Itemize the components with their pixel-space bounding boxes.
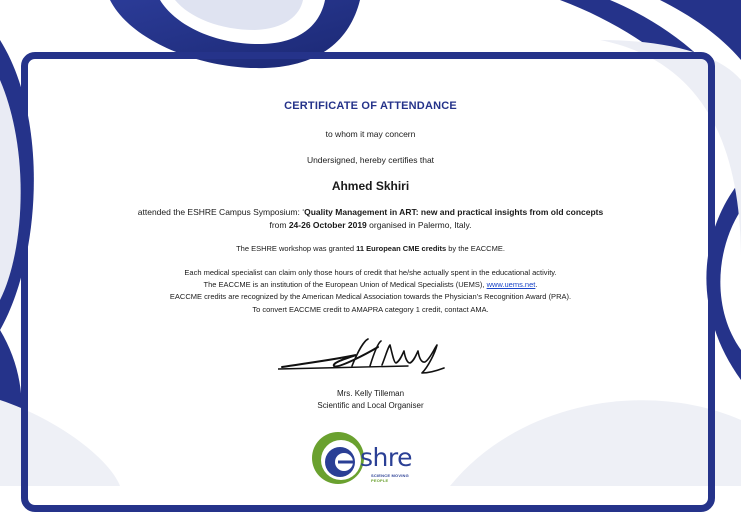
- recipient-name: Ahmed Skhiri: [331, 179, 410, 193]
- credits-suffix: by the EACCME.: [446, 244, 505, 253]
- eshre-wordmark: shre: [360, 443, 412, 472]
- event-dates: 24-26 October 2019: [288, 220, 367, 230]
- info-line-1: Each medical specialist can claim only those hours of credit that he/she actually spent in the educational activity.: [184, 268, 557, 277]
- signer-role: Scientific and Local Organiser: [317, 401, 424, 410]
- certificate-content: [60, 0, 681, 486]
- eshre-logo-mark: [308, 426, 368, 486]
- dates-suffix: organised in Palermo, Italy.: [366, 220, 472, 230]
- eshre-logo: [308, 426, 438, 486]
- dates-prefix: from: [269, 220, 289, 230]
- eshre-tagline-2: PEOPLE: [371, 478, 389, 483]
- info-line-4: To convert EACCME credit to AMAPRA category 1 credit, contact AMA.: [252, 305, 489, 314]
- attended-line: [60, 207, 681, 217]
- certificate-title: CERTIFICATE OF ATTENDANCE: [284, 100, 457, 112]
- info-line-3: EACCME credits are recognized by the American Medical Association towards the Physician’s Recognition Award (PRA).: [169, 292, 572, 301]
- signer-name: Mrs. Kelly Tilleman: [336, 389, 405, 398]
- uems-link[interactable]: www.uems.net: [486, 280, 536, 289]
- info-line-2: [60, 280, 681, 289]
- certifies-line: Undersigned, hereby certifies that: [306, 155, 435, 165]
- dates-line: [60, 220, 681, 230]
- eshre-tagline-1: SCIENCE MOVING: [371, 473, 409, 478]
- credits-amount: 11 European CME credits: [356, 244, 447, 253]
- event-title: Quality Management in ART: new and practical insights from old concepts: [304, 207, 604, 217]
- info-line-2-suffix: .: [535, 280, 538, 289]
- attended-prefix: attended the ESHRE Campus Symposium: ‘: [137, 207, 305, 217]
- info-line-2-prefix: The EACCME is an institution of the European Union of Medical Specialists (UEMS),: [203, 280, 487, 289]
- signature: [278, 333, 448, 379]
- concern-line: to whom it may concern: [325, 129, 416, 139]
- credits-line: [60, 244, 681, 253]
- credits-prefix: The ESHRE workshop was granted: [236, 244, 357, 253]
